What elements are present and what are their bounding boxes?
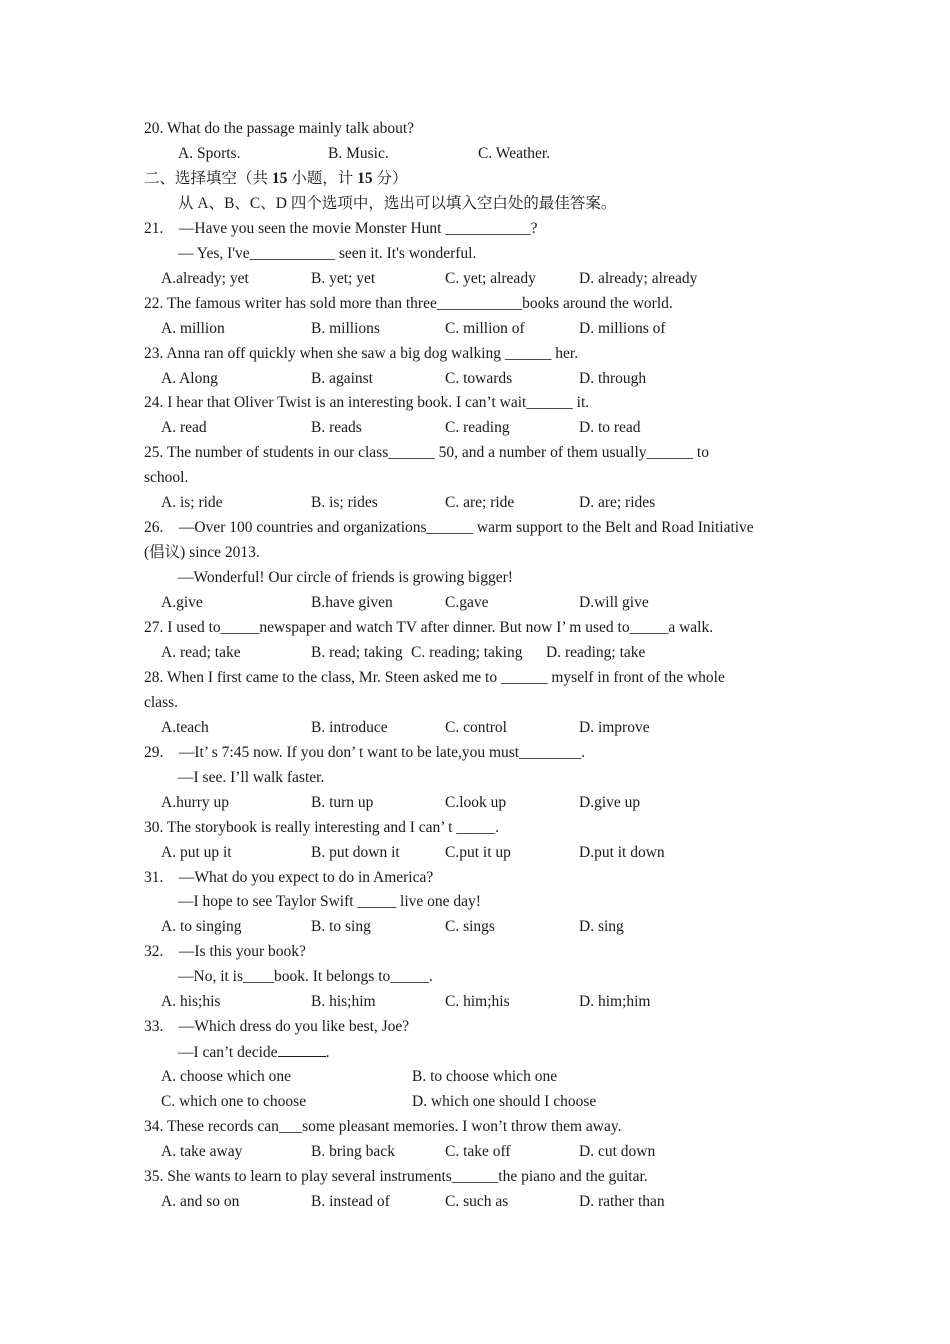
answer-option: D. sing <box>579 918 624 935</box>
line-text: 23. Anna ran off quickly when she saw a big dog walking ______ her. <box>144 345 579 362</box>
answer-option: D.put it down <box>579 844 665 861</box>
answer-option: A. read <box>161 419 207 436</box>
dialogue-line <box>178 891 481 913</box>
answer-option: B. introduce <box>311 719 388 736</box>
answer-option: B. bring back <box>311 1143 395 1160</box>
dialogue-line <box>178 567 513 589</box>
line-text: —I see. I’ll walk faster. <box>178 769 325 786</box>
section-heading <box>144 168 408 190</box>
answer-option: B. reads <box>311 419 362 436</box>
dialogue-line <box>178 966 433 988</box>
answer-option: B. his;him <box>311 993 376 1010</box>
line-text: —I hope to see Taylor Swift _____ live one day! <box>178 893 481 910</box>
answer-option: D. him;him <box>579 993 651 1010</box>
answer-option: C. are; ride <box>445 494 515 511</box>
line-text: 从 A、B、C、D 四个选项中，选出可以填入空白处的最佳答案。 <box>178 195 617 212</box>
question-text <box>144 667 725 689</box>
answer-option: B. against <box>311 370 373 387</box>
line-text: (倡议) since 2013. <box>144 544 260 561</box>
question-text <box>144 118 414 140</box>
answer-option: D. rather than <box>579 1193 665 1210</box>
answer-option: C. reading <box>445 419 510 436</box>
line-text: 28. When I first came to the class, Mr. Steen asked me to ______ myself in front of the whole <box>144 669 725 686</box>
answer-option: B. to choose which one <box>412 1068 558 1085</box>
answer-blank <box>278 1041 326 1057</box>
answer-option: C. which one to choose <box>161 1093 307 1110</box>
line-text: 31. —What do you expect to do in America? <box>144 869 434 886</box>
question-text <box>144 1166 648 1188</box>
line-text: 26. —Over 100 countries and organizations______ warm support to the Belt and Road Initiative <box>144 519 754 536</box>
answer-option: B.have given <box>311 594 393 611</box>
answer-option: D. improve <box>579 719 650 736</box>
answer-option: A. his;his <box>161 993 221 1010</box>
line-text: 29. —It’ s 7:45 now. If you don’ t want to be late,you must________. <box>144 744 585 761</box>
question-text <box>144 442 709 464</box>
line-text: 34. These records can___some pleasant memories. I won’t throw them away. <box>144 1118 622 1135</box>
line-text: —Wonderful! Our circle of friends is growing bigger! <box>178 569 513 586</box>
answer-option: B. instead of <box>311 1193 390 1210</box>
question-text <box>144 941 306 963</box>
answer-option: A. read; take <box>161 644 241 661</box>
answer-option: B. millions <box>311 320 380 337</box>
answer-option: C. reading; taking <box>411 644 523 661</box>
answer-option: A.teach <box>161 719 209 736</box>
question-text <box>144 867 433 889</box>
answer-option: C.put it up <box>445 844 511 861</box>
answer-option: A. Along <box>161 370 218 387</box>
answer-option: D. already; already <box>579 270 698 287</box>
answer-option: D. cut down <box>579 1143 656 1160</box>
line-text: 24. I hear that Oliver Twist is an interesting book. I can’t wait______ it. <box>144 394 590 411</box>
line-text: class. <box>144 694 179 711</box>
answer-option: C. him;his <box>445 993 510 1010</box>
answer-option: D. reading; take <box>546 644 646 661</box>
question-text <box>144 617 713 639</box>
line-text: school. <box>144 469 189 486</box>
answer-option: A. million <box>161 320 225 337</box>
line-text: 二、选择填空（共 15 小题，计 15 分） <box>144 170 408 187</box>
line-text: 21. —Have you seen the movie Monster Hunt ___________? <box>144 220 538 237</box>
answer-option: A. is; ride <box>161 494 223 511</box>
answer-option: A.give <box>161 594 203 611</box>
line-text: 20. What do the passage mainly talk about? <box>144 120 415 137</box>
answer-option: C. million of <box>445 320 525 337</box>
answer-option: B. Music. <box>328 145 389 162</box>
answer-option: D.will give <box>579 594 649 611</box>
answer-option: B. put down it <box>311 844 400 861</box>
answer-option: C. yet; already <box>445 270 536 287</box>
answer-option: D. to read <box>579 419 641 436</box>
answer-option: D. are; rides <box>579 494 656 511</box>
answer-option: B. read; taking <box>311 644 403 661</box>
answer-option: C. towards <box>445 370 513 387</box>
answer-option: A.hurry up <box>161 794 230 811</box>
answer-option: A.already; yet <box>161 270 249 287</box>
question-text <box>144 517 754 539</box>
answer-option: A. put up it <box>161 844 232 861</box>
answer-option: D. which one should I choose <box>412 1093 597 1110</box>
answer-option: B. to sing <box>311 918 371 935</box>
answer-option: A. to singing <box>161 918 242 935</box>
question-text <box>144 742 585 764</box>
question-text <box>144 817 499 839</box>
line-text: —I can’t decide <box>178 1044 278 1061</box>
answer-option: D. through <box>579 370 647 387</box>
answer-option: B. is; rides <box>311 494 378 511</box>
line-text: 33. —Which dress do you like best, Joe? <box>144 1018 410 1035</box>
dialogue-line: —I can’t decide . <box>178 1041 329 1063</box>
question-text <box>144 1016 409 1038</box>
line-text: —No, it is____book. It belongs to_____. <box>178 968 433 985</box>
question-text <box>144 542 260 564</box>
answer-option: C. such as <box>445 1193 509 1210</box>
dialogue-line <box>178 243 476 265</box>
answer-option: C. control <box>445 719 507 736</box>
line-text: 32. —Is this your book? <box>144 943 306 960</box>
line-text: 22. The famous writer has sold more than three___________books around the world. <box>144 295 673 312</box>
question-text <box>144 692 178 714</box>
answer-option: A. and so on <box>161 1193 240 1210</box>
answer-option: C. take off <box>445 1143 511 1160</box>
line-text: 30. The storybook is really interesting and I can’ t _____. <box>144 819 499 836</box>
line-text: 27. I used to_____newspaper and watch TV after dinner. But now I’ m used to_____a walk. <box>144 619 714 636</box>
answer-option: A. take away <box>161 1143 243 1160</box>
answer-option: C.look up <box>445 794 507 811</box>
question-text <box>144 218 537 240</box>
answer-option: A. Sports. <box>178 145 241 162</box>
dialogue-line <box>178 193 616 215</box>
line-text: — Yes, I've___________ seen it. It's wonderful. <box>178 245 477 262</box>
answer-option: B. yet; yet <box>311 270 376 287</box>
question-text <box>144 392 589 414</box>
question-text <box>144 467 188 489</box>
line-text: 25. The number of students in our class______ 50, and a number of them usually______ to <box>144 444 709 461</box>
answer-option: D. millions of <box>579 320 666 337</box>
question-text <box>144 343 578 365</box>
answer-option: C.gave <box>445 594 489 611</box>
answer-option: D.give up <box>579 794 641 811</box>
answer-option: B. turn up <box>311 794 374 811</box>
answer-option: A. choose which one <box>161 1068 291 1085</box>
dialogue-line <box>178 767 324 789</box>
question-text <box>144 1116 622 1138</box>
answer-option: C. Weather. <box>478 145 551 162</box>
question-text <box>144 293 673 315</box>
answer-option: C. sings <box>445 918 495 935</box>
line-text: 35. She wants to learn to play several instruments______the piano and the guitar. <box>144 1168 648 1185</box>
